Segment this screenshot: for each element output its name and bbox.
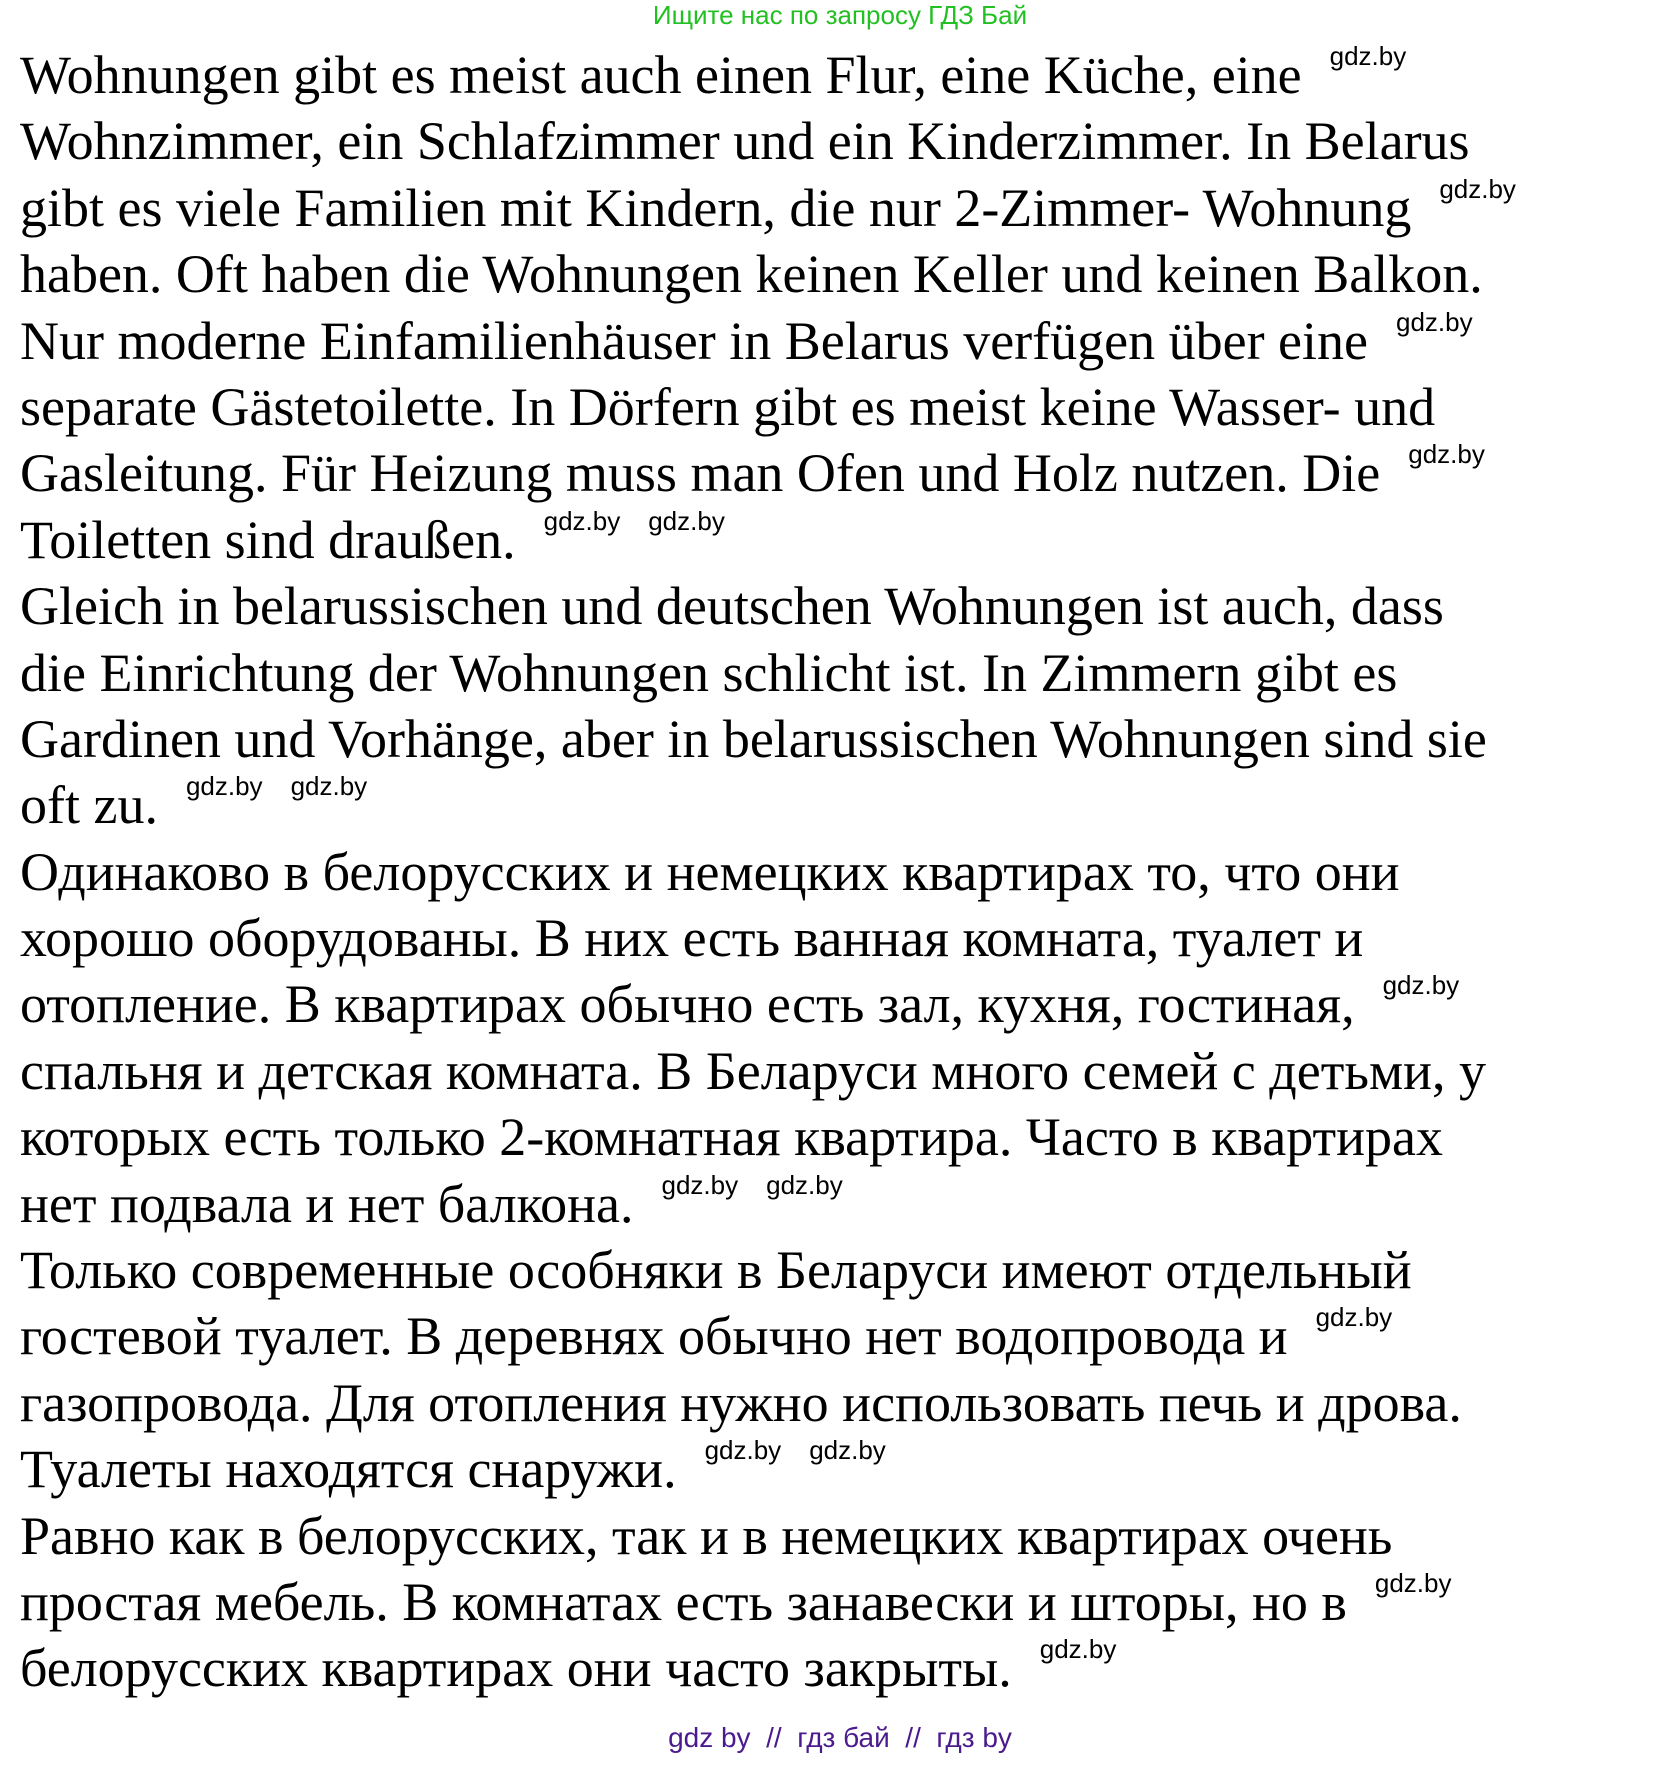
text-line (20, 772, 1516, 838)
text-line (20, 1436, 1516, 1502)
text-line (20, 573, 1516, 639)
text-line (20, 1370, 1516, 1436)
text-line-content: Gleich in belarussischen und deutschen Wohnungen ist auch, dass (20, 576, 1444, 637)
text-line (20, 1569, 1516, 1635)
watermark: gdz.by (704, 1435, 782, 1466)
text-line (20, 1104, 1516, 1170)
text-line (20, 971, 1516, 1037)
document-text (20, 42, 1516, 1702)
text-line-content: Gardinen und Vorhänge, aber in belarussischen Wohnungen sind sie (20, 708, 1487, 769)
text-line-content: separate Gästetoilette. In Dörfern gibt es meist keine Wasser- und (20, 376, 1436, 437)
text-line (20, 1038, 1516, 1104)
text-line-content: простая мебель. В комнатах есть занавески и шторы, но в (20, 1571, 1347, 1632)
watermark: gdz.by (648, 505, 725, 536)
text-line-content: хорошо оборудованы. В них есть ванная комната, туалет и (20, 908, 1364, 969)
text-line-content: нет подвала и нет балкона. (20, 1173, 634, 1234)
text-line-content: haben. Oft haben die Wohnungen keinen Keller und keinen Balkon. (20, 244, 1483, 305)
text-line-content: oft zu. (20, 775, 158, 836)
text-line (20, 374, 1516, 440)
text-line-content: которых есть только 2-комнатная квартира. Часто в квартирах (20, 1107, 1443, 1168)
footer-links: gdz by // гдз бай // гдз by (668, 1722, 1012, 1753)
text-line-content: Равно как в белорусских, так и в немецких квартирах очень (20, 1505, 1393, 1566)
watermark: gdz.by (185, 771, 263, 802)
watermark: gdz.by (809, 1435, 886, 1466)
text-line (20, 1635, 1516, 1701)
watermark: gdz.by (1408, 439, 1485, 470)
watermark: gdz.by (543, 505, 621, 536)
text-line-content: Wohnzimmer, ein Schlafzimmer und ein Kinderzimmer. In Belarus (20, 111, 1470, 172)
watermark: gdz.by (1382, 970, 1460, 1001)
text-line (20, 241, 1516, 307)
watermark: gdz.by (766, 1169, 843, 1200)
watermark: gdz.by (1329, 41, 1407, 71)
watermark: gdz.by (1439, 173, 1516, 204)
text-line (20, 1503, 1516, 1569)
text-line (20, 42, 1516, 108)
text-line-content: отопление. В квартирах обычно есть зал, кухня, гостиная, (20, 974, 1355, 1035)
text-line (20, 175, 1516, 241)
watermark: gdz.by (1374, 1567, 1452, 1598)
text-line (20, 1237, 1516, 1303)
watermark: gdz.by (1039, 1634, 1117, 1665)
text-line-content: Gasleitung. Für Heizung muss man Ofen und Holz nutzen. Die (20, 443, 1381, 504)
text-line-content: белорусских квартирах они часто закрыты. (20, 1638, 1012, 1699)
text-line (20, 706, 1516, 772)
text-line-content: гостевой туалет. В деревнях обычно нет водопровода и (20, 1306, 1288, 1367)
text-line-content: газопровода. Для отопления нужно использовать печь и дрова. (20, 1372, 1462, 1433)
search-hint: Ищите нас по запросу ГДЗ Бай (652, 0, 1028, 30)
text-line (20, 1171, 1516, 1237)
text-line (20, 440, 1516, 506)
text-line-content: Nur moderne Einfamilienhäuser in Belarus verfügen über eine (20, 310, 1368, 371)
watermark: gdz.by (1315, 1302, 1393, 1333)
text-line-content: die Einrichtung der Wohnungen schlicht ist. In Zimmern gibt es (20, 642, 1398, 703)
text-line-content: Одинаково в белорусских и немецких квартирах то, что они (20, 841, 1400, 902)
text-line (20, 1303, 1516, 1369)
text-line-content: Туалеты находятся снаружи. (20, 1439, 677, 1500)
text-line (20, 507, 1516, 573)
text-line (20, 108, 1516, 174)
text-line (20, 640, 1516, 706)
watermark: gdz.by (661, 1169, 739, 1200)
text-line-content: Wohnungen gibt es meist auch einen Flur, eine Küche, eine (20, 45, 1302, 105)
text-line (20, 308, 1516, 374)
text-line (20, 905, 1516, 971)
watermark: gdz.by (290, 771, 368, 802)
watermark: gdz.by (1396, 306, 1473, 337)
text-line-content: Toiletten sind draußen. (20, 509, 516, 570)
text-line-content: Только современные особняки в Беларуси имеют отдельный (20, 1240, 1412, 1301)
text-line-content: gibt es viele Familien mit Kindern, die nur 2-Zimmer- Wohnung (20, 177, 1412, 238)
text-line-content: спальня и детская комната. В Беларуси много семей с детьми, у (20, 1040, 1487, 1101)
text-line (20, 839, 1516, 905)
